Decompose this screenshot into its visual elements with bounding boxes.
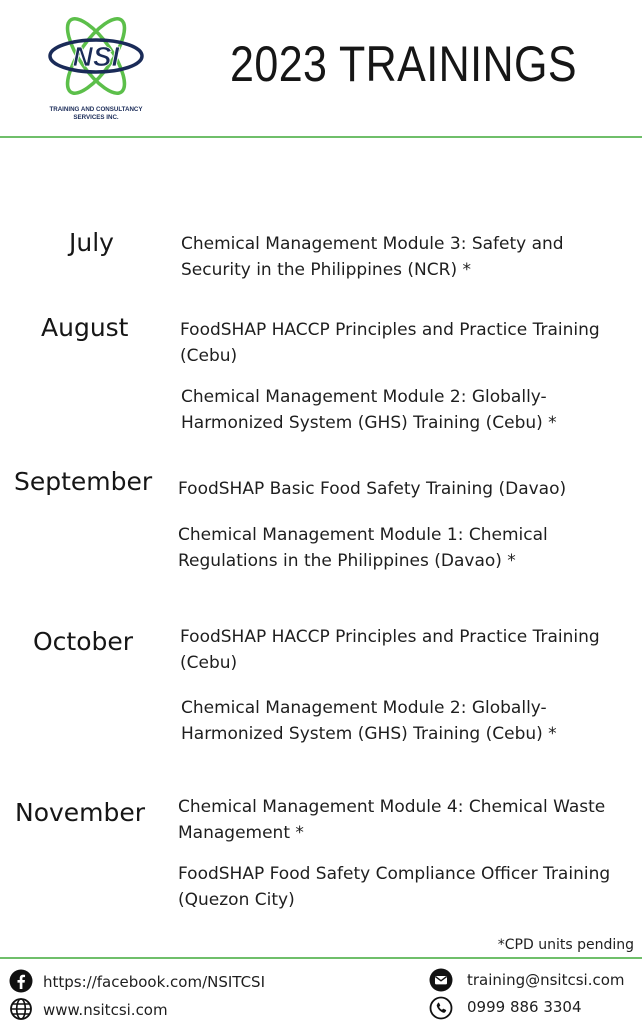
event-item: Chemical Management Module 4: Chemical Waste Management * [178,797,606,843]
month-label-july: July [69,228,114,257]
globe-icon [9,997,33,1021]
footer-divider [0,957,642,959]
event-item: FoodSHAP HACCP Principles and Practice Training (Cebu) [180,627,600,673]
cpd-footnote: *CPD units pending [497,937,634,953]
email-link[interactable]: training@nsitcsi.com [467,971,625,989]
month-label-september: September [14,467,153,496]
event-item: FoodSHAP Basic Food Safety Training (Davao) [178,479,567,499]
facebook-link[interactable]: https://facebook.com/NSITCSI [43,973,266,991]
header-divider [0,136,642,138]
logo-caption [40,106,152,122]
event-item: Chemical Management Module 3: Safety and Security in the Philippines (NCR) * [181,234,564,280]
event-item: Chemical Management Module 1: Chemical Regulations in the Philippines (Davao) * [178,525,548,571]
email-icon [429,968,453,992]
month-label-august: August [41,313,129,342]
page-title: 2023 TRAININGS [230,36,577,92]
facebook-icon [9,969,33,993]
atom-logo-icon [46,10,146,105]
event-item: Chemical Management Module 2: Globally-Harmonized System (GHS) Training (Cebu) * [181,387,557,433]
logo-text: NSI [72,41,120,72]
month-label-november: November [15,798,146,827]
phone-link[interactable]: 0999 886 3304 [467,998,582,1016]
website-link[interactable]: www.nsitcsi.com [43,1001,168,1019]
company-logo [40,10,152,128]
event-item: FoodSHAP HACCP Principles and Practice Training (Cebu) [180,320,600,366]
month-label-october: October [33,627,134,656]
logo-caption-line-2: SERVICES INC. [73,114,119,121]
phone-icon [429,996,453,1020]
logo-caption-line-1: TRAINING AND CONSULTANCY [49,106,143,113]
event-item: Chemical Management Module 2: Globally-Harmonized System (GHS) Training (Cebu) * [181,698,557,744]
event-item: FoodSHAP Food Safety Compliance Officer Training (Quezon City) [178,864,611,910]
